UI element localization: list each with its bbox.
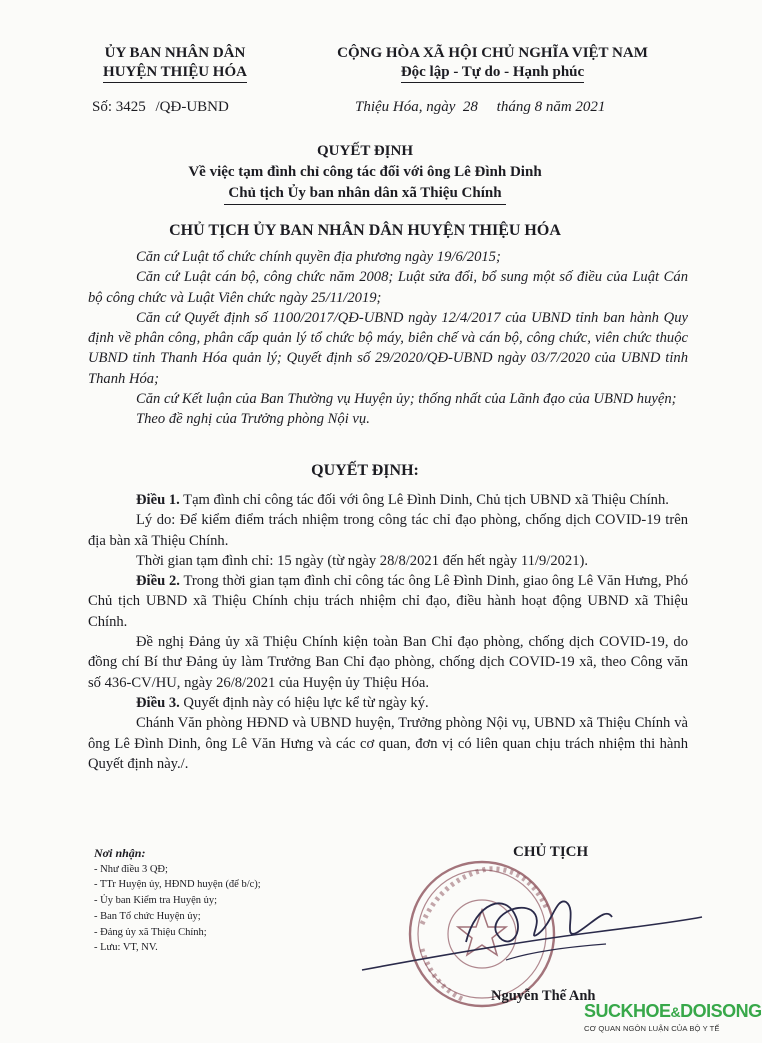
article-3-paragraph: Chánh Văn phòng HĐND và UBND huyện, Trưởng phòng Nội vụ, UBND xã Thiệu Chính và ông Lê Đình Dinh, ông Lê Văn Hưng và các cơ quan, đơn vị có liên quan chịu trách nhiệm thi hành Quyết định này./.	[88, 715, 688, 772]
brand-right: DOISONG	[680, 1001, 762, 1021]
brand-amp: &	[670, 1004, 681, 1020]
article-3	[88, 693, 688, 713]
brand-left: SUCKHOE	[584, 1001, 671, 1021]
document-number-suffix: /QĐ-UBND	[155, 99, 229, 115]
chair-heading: CHỦ TỊCH ỦY BAN NHÂN DÂN HUYỆN THIỆU HÓA	[169, 222, 561, 239]
publisher-tagline: CƠ QUAN NGÔN LUẬN CỦA BỘ Y TẾ	[584, 1024, 720, 1033]
recipients	[94, 846, 334, 956]
article-1	[88, 490, 688, 510]
article-1-text: Tạm đình chỉ công tác đối với ông Lê Đình Dinh, Chủ tịch UBND xã Thiệu Chính.	[179, 492, 669, 508]
decision-subject-line2: Chủ tịch Ủy ban nhân dân xã Thiệu Chính	[224, 183, 505, 205]
recipient-item: - Đảng ủy xã Thiệu Chính;	[94, 926, 207, 938]
motto: Độc lập - Tự do - Hạnh phúc	[401, 63, 584, 83]
handwritten-signature-icon	[356, 872, 706, 982]
basis-item: Căn cứ Quyết định số 1100/2017/QĐ-UBND ngày 12/4/2017 của UBND tỉnh ban hành Quy định về phân công, phân cấp quản lý tổ chức bộ máy, biên chế và cán bộ, công chức, viên chức thuộc UBND tỉnh Thanh Hóa quản lý; Quyết định số 29/2020/QĐ-UBND ngày 03/7/2020 của UBND tỉnh Thanh Hóa;	[88, 309, 688, 387]
article-1-label: Điều 1.	[136, 492, 180, 508]
recipient-item: - Lưu: VT, NV.	[94, 942, 158, 954]
decision-title-main: QUYẾT ĐỊNH	[317, 143, 413, 159]
authority-line1: ỦY BAN NHÂN DÂN	[104, 45, 246, 61]
issuing-authority	[70, 44, 280, 83]
article-2-text: Trong thời gian tạm đình chỉ công tác ông Lê Đình Dinh, giao ông Lê Văn Hưng, Phó Chủ tịch UBND xã Thiệu Chính chịu trách nhiệm chỉ đạo, điều hành hoạt động UBND xã Thiệu Chính.	[88, 573, 688, 630]
signer-name: Nguyễn Thế Anh	[491, 988, 596, 1004]
article-1-reason: Lý do: Để kiểm điểm trách nhiệm trong công tác chỉ đạo phòng, chống dịch COVID-19 trên địa bàn xã Thiệu Chính.	[88, 512, 688, 549]
decision-subject: Về việc tạm đình chỉ công tác đối với ông Lê Đình Dinh	[188, 164, 542, 180]
document-number	[92, 99, 229, 116]
article-2	[88, 571, 688, 632]
country-name: CỘNG HÒA XÃ HỘI CHỦ NGHĨA VIỆT NAM	[337, 45, 648, 61]
articles	[88, 490, 688, 774]
article-3-label: Điều 3.	[136, 694, 180, 711]
recipient-item: - TTr Huyện ủy, HĐND huyện (để b/c);	[94, 879, 261, 891]
recipient-item: - Như điều 3 QĐ;	[94, 863, 168, 875]
article-3-text: Quyết định này có hiệu lực kể từ ngày ký.	[179, 694, 429, 711]
signer-role: CHỦ TỊCH	[513, 844, 589, 860]
national-motto	[295, 44, 690, 83]
article-2-paragraph: Đề nghị Đảng ủy xã Thiệu Chính kiện toàn Ban Chỉ đạo phòng, chống dịch COVID-19, do đồng chí Bí thư Đảng ủy làm Trưởng Ban Chỉ đạo phòng, chống dịch COVID-19 xã, theo Công văn số 436-CV/HU, ngày 26/8/2021 của Huyện ủy Thiệu Hóa.	[88, 634, 688, 691]
decision-title	[60, 141, 670, 205]
basis-item: Căn cứ Luật tổ chức chính quyền địa phương ngày 19/6/2015;	[136, 249, 501, 265]
document-number-prefix: Số: 3425	[92, 99, 146, 115]
recipients-title: Nơi nhận:	[94, 846, 146, 860]
legal-basis	[88, 247, 688, 430]
article-2-label: Điều 2.	[136, 573, 180, 590]
document-date: Thiệu Hóa, ngày 28 tháng 8 năm 2021	[355, 99, 606, 115]
article-1-period: Thời gian tạm đình chỉ: 15 ngày (từ ngày 28/8/2021 đến hết ngày 11/9/2021).	[136, 552, 589, 569]
basis-item: Căn cứ Luật cán bộ, công chức năm 2008; Luật sửa đổi, bổ sung một số điều của Luật Cán bộ công chức và Luật Viên chức ngày 25/11/2019;	[88, 269, 688, 306]
recipient-item: - Ban Tổ chức Huyện ủy;	[94, 910, 201, 922]
publisher-watermark	[584, 1000, 762, 1043]
decision-heading: QUYẾT ĐỊNH:	[311, 462, 419, 479]
basis-item: Căn cứ Kết luận của Ban Thường vụ Huyện ủy; thống nhất của Lãnh đạo của UBND huyện;	[136, 391, 677, 408]
publisher-logo	[584, 1000, 762, 1023]
basis-item: Theo đề nghị của Trưởng phòng Nội vụ.	[136, 411, 370, 428]
authority-line2: HUYỆN THIỆU HÓA	[103, 63, 247, 83]
recipient-item: - Ủy ban Kiểm tra Huyện ủy;	[94, 895, 218, 907]
